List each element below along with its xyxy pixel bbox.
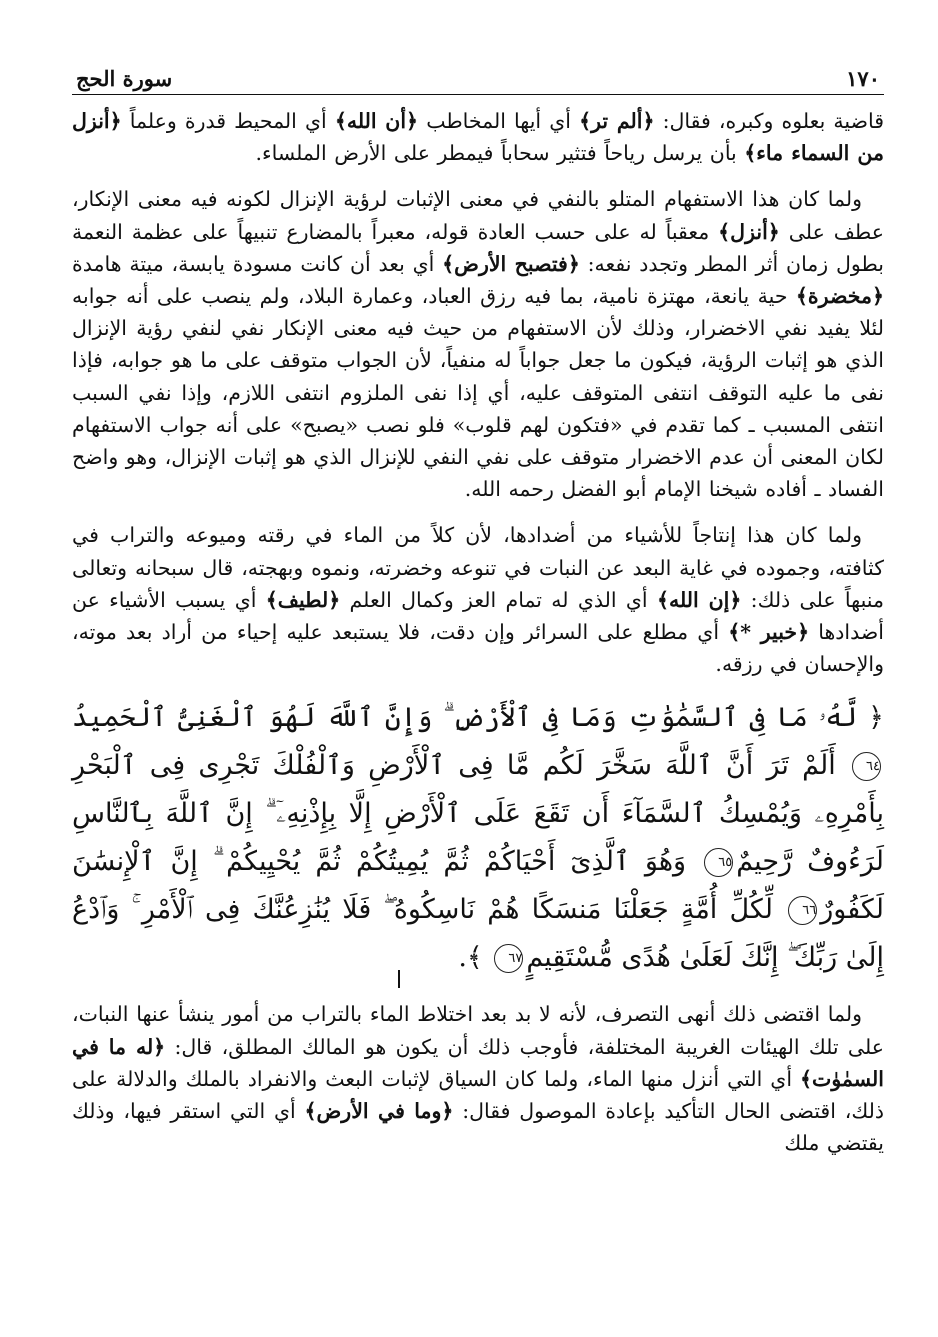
commentary-text: أي مطلع على السرائر وإن دقت، فلا يستبعد عليه إحياء من أراد بعد موته، والإحسان في رزقه. [72,620,884,677]
commentary-text: قاضية بعلوه وكبره، فقال: [654,109,885,133]
quran-citation: ﴿أنزل﴾ [718,219,780,244]
surah-title: سورة الحج [76,66,173,91]
quran-citation: ﴿له ما في السمٰوٰت﴾ [72,1034,884,1091]
ayah-number-marker: ٦٥ [704,848,733,877]
running-header [72,55,884,95]
margin-mark [398,970,400,988]
quran-verse: لِّكُلِّ أُمَّةٍ جَعَلْنَا مَنسَكًا هُمْ نَاسِكُوهُ ۖ فَلَا يُنَٰزِعُنَّكَ فِى ٱلْأَمْرِ ۚ وَٱدْعُ إِلَىٰ رَبِّكَ ۖ إِنَّكَ لَعَلَىٰ هُدًى مُّسْتَقِيمٍ [72,894,884,974]
quran-citation: ﴿إن الله﴾ [656,587,742,612]
commentary-text: معقباً له على حسب العادة قوله، معبراً بالمضارع تنبيهاً على عظمة النعمة بطول زمان أثر المطر وتجدد نفعه: [72,219,884,276]
ayah-number-marker: ٦٤ [852,752,881,781]
quran-citation: ﴿فتصبح الأرض﴾ [442,251,580,276]
commentary-text: أي يسبب الأشياء عن أضدادها [72,587,884,645]
quran-verses-block [72,694,884,982]
quran-closing-bracket: ﴾. [458,942,483,974]
quran-citation: ﴿ألم تر﴾ [579,109,655,133]
commentary-text: أي بعد أن كانت مسودة يابسة، ميتة هامدة [72,251,443,276]
commentary-text: أي الذي له تمام العز وكمال العلم [340,587,657,612]
commentary-text: أي التي استقر فيها، وذلك يقتضي ملك [72,1099,884,1156]
body-text [72,105,884,1159]
ayah-number-marker: ٦٧ [494,944,523,973]
commentary-text: ولما كان هذا إنتاجاً للأشياء من أضدادها، لأن كلاً من الماء في رقته وميوعه والتراب في كثافته، وجموده في غاية البعد عن النبات في تنوعه وخضرته، ونموه وبهجته، قال سبحانه وتعالى منبهاً على ذلك: [72,523,884,612]
paragraph [72,105,884,169]
commentary-text: أي أيها المخاطب [418,109,580,133]
quran-citation: ﴿أنزل من السماء ماء﴾ [72,109,884,166]
quran-citation: ﴿وما في الأرض﴾ [304,1099,454,1124]
commentary-text: ولما اقتضى ذلك أنهى التصرف، لأنه لا بد بعد اختلاط الماء بالتراب من أمور ينشأ عنها النبات، على تلك الهيئات الغريبة المختلفة، فأوجب ذلك أن يكون هو المالك المطلق، قال: [72,1002,884,1059]
quran-verse: أَلَمْ تَرَ أَنَّ ٱللَّهَ سَخَّرَ لَكُم مَّا فِى ٱلْأَرْضِ وَٱلْفُلْكَ تَجْرِى فِى ٱلْبَحْرِ بِأَمْرِهِۦ وَيُمْسِكُ ٱلسَّمَآءَ أَن تَقَعَ عَلَى ٱلْأَرْضِ إِلَّا بِإِذْنِهِۦٓ ۗ إِنَّ ٱللَّهَ بِٱلنَّاسِ لَرَءُوفٌ رَّحِيمٌ [72,750,884,878]
paragraph [72,998,884,1159]
commentary-text: ولما كان هذا الاستفهام المتلو بالنفي في معنى الإثبات لرؤية الإنزال لكونه فيه معنى الإنكار، عطف على [72,187,884,244]
quran-verse: وَهُوَ ٱلَّذِىٓ أَحْيَاكُمْ ثُمَّ يُمِيتُكُمْ ثُمَّ يُحْيِيكُمْ ۗ إِنَّ ٱلْإِنسَٰنَ لَكَفُورٌ [72,846,884,926]
commentary-text: أي المحيط قدرة وعلماً [121,109,335,133]
page-number: ١٧٠ [846,66,880,91]
quran-citation: ﴿لطيف﴾ [265,587,341,612]
paragraph [72,519,884,680]
book-page [72,55,884,1325]
quran-citation: ﴿أن الله﴾ [334,109,419,133]
ayah-number-marker: ٦٦ [788,896,817,925]
commentary-text: بأن يرسل رياحاً فتثير سحاباً فيمطر على الأرض الملساء. [255,141,745,166]
quran-citation: ﴿مخضرة﴾ [795,284,884,309]
quran-verse: ﴿ لَّهُۥ مَا فِى ٱلسَّمَٰوَٰتِ وَمَا فِى ٱلْأَرْضِ ۗ وَإِنَّ ٱللَّهَ لَهُوَ ٱلْغَنِىُّ ٱلْحَمِيدُ [72,702,884,734]
commentary-text: أي التي أنزل منها الماء، ولما كان السياق لإثبات البعث والانفراد بالملك والدلالة على ذلك، اقتضى الحال التأكيد بإعادة الموصول فقال: [72,1066,884,1124]
commentary-text: حية يانعة، مهتزة نامية، بما فيه رزق العباد، وعمارة البلاد، ولم ينصب على أنه جوابه لئلا يفيد نفي الاخضرار، وذلك لأن الاستفهام من حيث فيه معنى الإنكار نفي لنفي رؤية الإنزال الذي هو إثبات الرؤية، فيكون ما جعل جواباً له منفياً، لأن الجواب متوقف على ما هو جوابه، فإذا نفى ما عليه التوقف انتفى المتوقف عليه، أي إذا نفى الملزوم انتفى اللازم، وإذا نفي السبب انتفى المسبب ـ كما تقدم في «فتكون لهم قلوب» فلو نصب «يصبح» على أنه جواب الاستفهام لكان المعنى أن عدم الاخضرار متوقف على نفي النفي للإنزال الذي هو إثبات الإنزال، وهو واضح الفساد ـ أفاده شيخنا الإمام أبو الفضل رحمه الله. [72,284,884,502]
quran-citation: ﴿خبير *﴾ [728,620,810,645]
paragraph [72,183,884,505]
